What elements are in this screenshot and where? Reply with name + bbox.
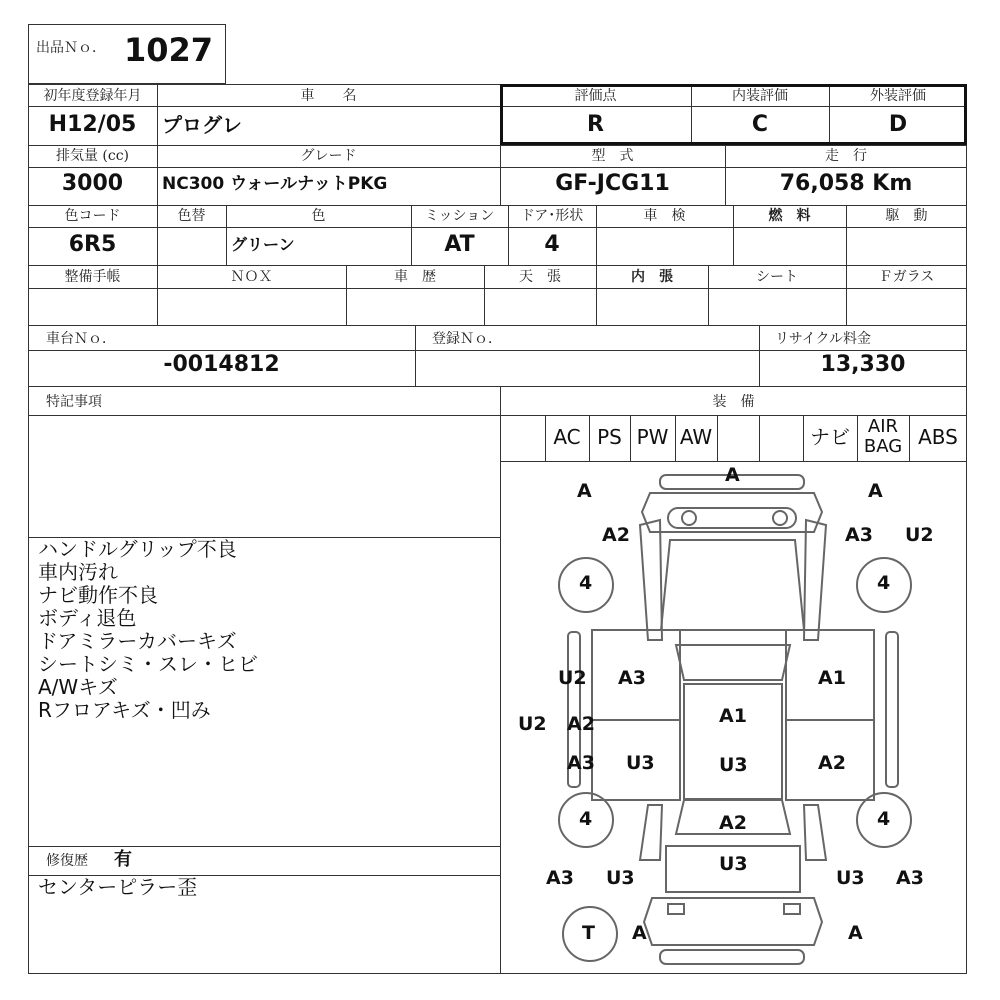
exterior-label: 外装評価 bbox=[870, 88, 926, 104]
recycle-value: 13,330 bbox=[820, 352, 906, 377]
model-label: 型 式 bbox=[591, 148, 634, 164]
seat-label: シート bbox=[756, 269, 798, 285]
mark-roof-a: A1 bbox=[719, 705, 747, 727]
remark-line: ボディ退色 bbox=[38, 606, 137, 630]
car-name-label: 車 名 bbox=[300, 88, 357, 104]
right-front-fender-shape bbox=[804, 520, 826, 640]
mark-hood-right: A3 bbox=[845, 524, 873, 546]
car-name-value: プログレ bbox=[162, 113, 242, 137]
mark-front-bumper: A bbox=[725, 464, 740, 486]
remark-line: ドアミラーカバーキズ bbox=[38, 629, 237, 653]
mark-rear-bumper-left: A bbox=[632, 922, 647, 944]
drive-label: 駆 動 bbox=[885, 208, 928, 224]
history-label: 車 歴 bbox=[394, 269, 436, 285]
roof-label: 天 張 bbox=[519, 269, 561, 285]
grade-value: NC300 ウォールナットPKG bbox=[162, 174, 388, 194]
roof-shape bbox=[684, 684, 782, 799]
lot-number-label: 出品Ｎｏ． bbox=[36, 40, 106, 56]
mark-tire-front-left: 4 bbox=[579, 572, 593, 594]
repair-value: 有 bbox=[114, 849, 132, 870]
mark-sill-left: U2 bbox=[518, 713, 547, 735]
nox-label: ＮＯＸ bbox=[230, 269, 273, 285]
right-headlight-shape bbox=[773, 511, 787, 525]
inspection-label: 車 検 bbox=[643, 208, 686, 224]
mileage-label: 走 行 bbox=[825, 148, 867, 164]
mission-value: AT bbox=[444, 232, 475, 257]
mark-front-right-corner: A bbox=[868, 480, 883, 502]
color-label: 色 bbox=[311, 208, 326, 224]
color-value: グリーン bbox=[231, 235, 295, 254]
equipment-ac: AC bbox=[553, 425, 581, 449]
left-front-fender-shape bbox=[640, 520, 662, 640]
mark-rear-glass: A2 bbox=[719, 812, 747, 834]
left-headlight-shape bbox=[682, 511, 696, 525]
mark-front-door-right: A1 bbox=[818, 667, 846, 689]
mark-rear-door-left-b: A3 bbox=[567, 752, 595, 774]
remark-line: ハンドルグリップ不良 bbox=[38, 537, 237, 561]
remarks-list bbox=[38, 538, 258, 722]
mark-rear-door-left-a: A2 bbox=[567, 713, 595, 735]
maintenance-label: 整備手帳 bbox=[64, 269, 121, 285]
recycle-label: リサイクル料金 bbox=[775, 331, 872, 347]
mark-rear-left-b: U3 bbox=[606, 867, 635, 889]
rear-bumper-shape bbox=[644, 898, 822, 945]
equipment-navi: ナビ bbox=[810, 425, 850, 449]
model-value: GF-JCG11 bbox=[555, 171, 670, 196]
mark-tire-rear-right: 4 bbox=[877, 808, 891, 830]
remark-line: A/Wキズ bbox=[38, 675, 118, 699]
displacement-label: 排気量 (cc) bbox=[55, 148, 130, 164]
windshield-shape bbox=[676, 645, 790, 680]
grade-label: グレード bbox=[300, 148, 357, 164]
left-rear-fender-shape bbox=[640, 805, 662, 860]
remark-line: 車内汚れ bbox=[38, 560, 118, 584]
remark-line: シートシミ・スレ・ヒビ bbox=[38, 652, 258, 676]
mark-roof-b: U3 bbox=[719, 754, 748, 776]
chassis-value: -0014812 bbox=[163, 352, 280, 377]
remark-line: ナビ動作不良 bbox=[38, 583, 158, 607]
remark-line: Rフロアキズ・凹み bbox=[38, 698, 211, 722]
right-rear-fender-shape bbox=[804, 805, 826, 860]
hood-shape bbox=[661, 540, 804, 630]
right-sill-shape bbox=[886, 632, 898, 787]
mark-rear-right-a: U3 bbox=[836, 867, 865, 889]
inner-label: 内 張 bbox=[631, 269, 673, 285]
equipment-pw: PW bbox=[636, 425, 669, 449]
equipment-airbag: AIR BAG bbox=[863, 416, 903, 457]
exterior-value: D bbox=[888, 112, 908, 137]
mark-tire-front-right: 4 bbox=[877, 572, 891, 594]
color-change-label: 色替 bbox=[177, 208, 206, 224]
repair-line: センターピラー歪 bbox=[38, 875, 198, 899]
repair-label: 修復歴 bbox=[46, 853, 88, 869]
mark-tire-rear-left: 4 bbox=[579, 808, 593, 830]
color-code-label: 色コード bbox=[64, 208, 121, 224]
registration-label: 登録Ｎｏ． bbox=[432, 331, 502, 347]
displacement-value: 3000 bbox=[61, 171, 124, 196]
mark-rear-bumper-right: A bbox=[848, 922, 863, 944]
year-label: 初年度登録年月 bbox=[43, 88, 142, 104]
door-label: ドア･形状 bbox=[520, 208, 584, 224]
mark-trunk: U3 bbox=[719, 853, 748, 875]
mark-front-left-corner: A bbox=[577, 480, 592, 502]
mark-rear-right-b: A3 bbox=[896, 867, 924, 889]
year-value: H12/05 bbox=[48, 112, 137, 137]
door-value: 4 bbox=[544, 232, 560, 257]
interior-value: C bbox=[751, 112, 769, 137]
equipment-aw: AW bbox=[679, 425, 713, 449]
mission-label: ミッション bbox=[424, 208, 495, 224]
score-value: R bbox=[587, 112, 604, 137]
interior-label: 内装評価 bbox=[732, 88, 788, 104]
score-label: 評価点 bbox=[574, 88, 617, 104]
mark-rear-door-left-c: U3 bbox=[626, 752, 655, 774]
repair-notes bbox=[38, 876, 197, 899]
mark-fender-right: U2 bbox=[905, 524, 934, 546]
mark-hood-left: A2 bbox=[602, 524, 630, 546]
equipment-abs: ABS bbox=[918, 425, 958, 449]
mark-rear-left-a: A3 bbox=[546, 867, 574, 889]
chassis-label: 車台Ｎｏ． bbox=[46, 331, 116, 347]
fglass-label: Ｆガラス bbox=[878, 269, 935, 285]
color-code-value: 6R5 bbox=[68, 232, 117, 257]
mark-rear-door-right: A2 bbox=[818, 752, 846, 774]
fuel-label: 燃 料 bbox=[768, 208, 811, 224]
equipment-ps: PS bbox=[597, 425, 622, 449]
lot-number: 1027 bbox=[124, 31, 214, 69]
mark-front-door-left-a: U2 bbox=[558, 667, 587, 689]
mark-spare-tire: T bbox=[582, 922, 595, 944]
equipment-label: 装 備 bbox=[712, 394, 755, 410]
remarks-label: 特記事項 bbox=[46, 394, 102, 410]
mileage-value: 76,058 Km bbox=[779, 171, 913, 196]
mark-front-door-left-b: A3 bbox=[618, 667, 646, 689]
